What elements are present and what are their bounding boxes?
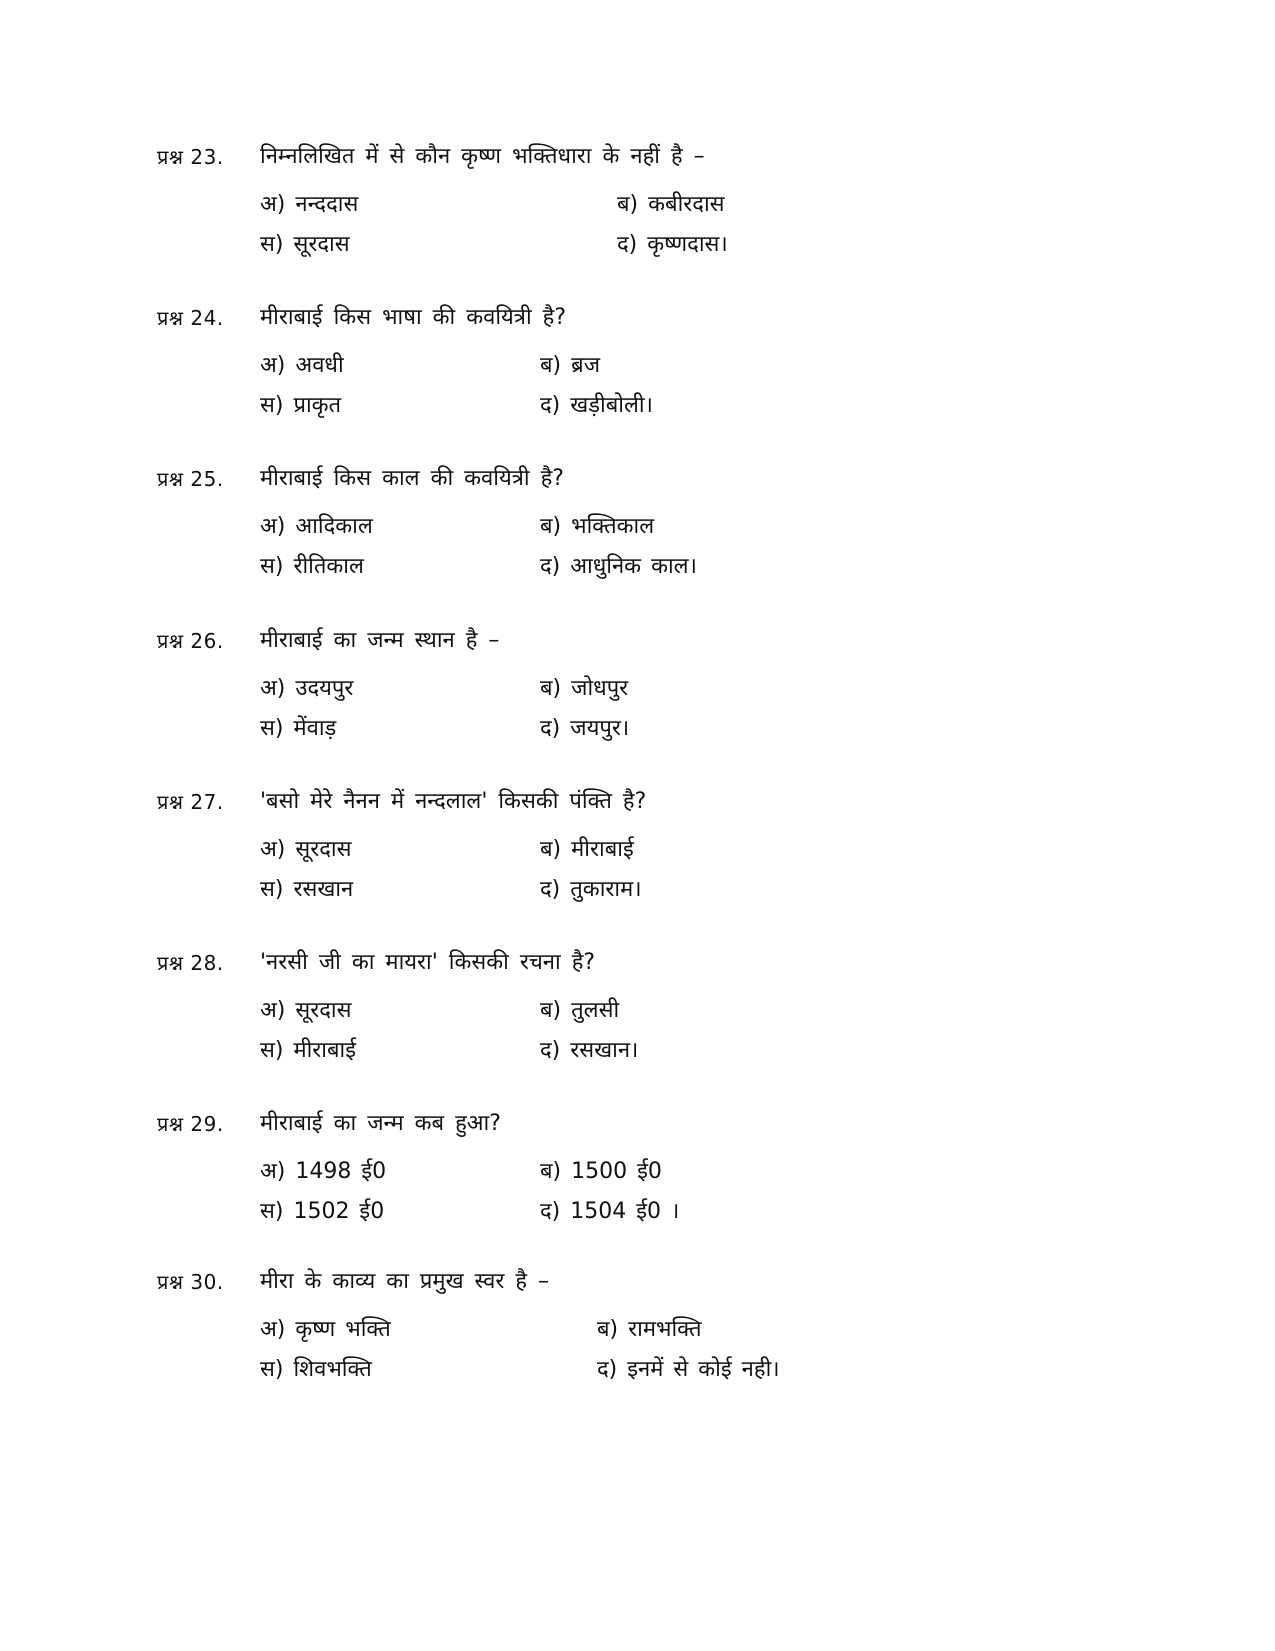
option-a: अ) सूरदास [260, 837, 352, 862]
option-a: अ) अवधी [260, 353, 344, 378]
option-d: द) रसखान। [540, 1038, 639, 1063]
question-number: प्रश्न 24. [157, 306, 224, 330]
question-number: प्रश्न 28. [157, 951, 224, 975]
question-text: 'नरसी जी का मायरा' किसकी रचना है? [260, 950, 596, 975]
question-number: प्रश्न 23. [157, 145, 224, 169]
question-number: प्रश्न 29. [157, 1112, 224, 1136]
question-text: मीराबाई किस काल की कवयित्री है? [260, 466, 564, 491]
question-text: 'बसो मेरे नैनन में नन्दलाल' किसकी पंक्ति है? [260, 789, 647, 814]
question-number: प्रश्न 25. [157, 467, 224, 491]
option-b: ब) 1500 ई0 [540, 1159, 662, 1184]
question-23 [157, 137, 1157, 287]
question-28 [157, 943, 1157, 1093]
question-29 [157, 1104, 1157, 1254]
option-c: स) रीतिकाल [260, 554, 364, 579]
option-b: ब) ब्रज [540, 353, 601, 378]
question-24 [157, 298, 1157, 448]
option-c: स) मीराबाई [260, 1038, 357, 1063]
option-c: स) प्राकृत [260, 393, 342, 418]
option-a: अ) कृष्ण भक्ति [260, 1317, 391, 1342]
option-b: ब) भक्तिकाल [540, 514, 655, 539]
question-number: प्रश्न 26. [157, 629, 224, 653]
option-a: अ) नन्ददास [260, 192, 359, 217]
question-text: निम्नलिखित में से कौन कृष्ण भक्तिधारा के नहीं है – [260, 144, 705, 169]
option-d: द) इनमें से कोई नही। [597, 1357, 780, 1382]
option-d: द) तुकाराम। [540, 877, 642, 902]
option-d: द) 1504 ई0 । [540, 1199, 680, 1224]
option-b: ब) मीराबाई [540, 837, 634, 862]
option-d: द) कृष्णदास। [617, 232, 728, 257]
option-d: द) आधुनिक काल। [540, 554, 697, 579]
option-c: स) रसखान [260, 877, 354, 902]
option-c: स) मेंवाड़ [260, 716, 337, 741]
option-b: ब) कबीरदास [617, 192, 725, 217]
option-b: ब) जोधपुर [540, 676, 629, 701]
question-number: प्रश्न 27. [157, 790, 224, 814]
option-c: स) 1502 ई0 [260, 1199, 385, 1224]
question-26 [157, 621, 1157, 771]
question-number: प्रश्न 30. [157, 1270, 224, 1294]
option-a: अ) उदयपुर [260, 676, 354, 701]
question-27 [157, 782, 1157, 932]
question-text: मीरा के काव्य का प्रमुख स्वर है – [260, 1269, 550, 1294]
option-b: ब) रामभक्ति [597, 1317, 702, 1342]
option-c: स) सूरदास [260, 232, 350, 257]
option-b: ब) तुलसी [540, 998, 620, 1023]
option-c: स) शिवभक्ति [260, 1357, 372, 1382]
option-d: द) जयपुर। [540, 716, 630, 741]
question-text: मीराबाई का जन्म स्थान है – [260, 628, 500, 653]
option-a: अ) आदिकाल [260, 514, 373, 539]
question-text: मीराबाई किस भाषा की कवयित्री है? [260, 305, 567, 330]
option-a: अ) 1498 ई0 [260, 1159, 387, 1184]
option-d: द) खड़ीबोली। [540, 393, 653, 418]
option-a: अ) सूरदास [260, 998, 352, 1023]
question-30 [157, 1262, 1157, 1412]
question-25 [157, 459, 1157, 609]
question-text: मीराबाई का जन्म कब हुआ? [260, 1111, 501, 1136]
